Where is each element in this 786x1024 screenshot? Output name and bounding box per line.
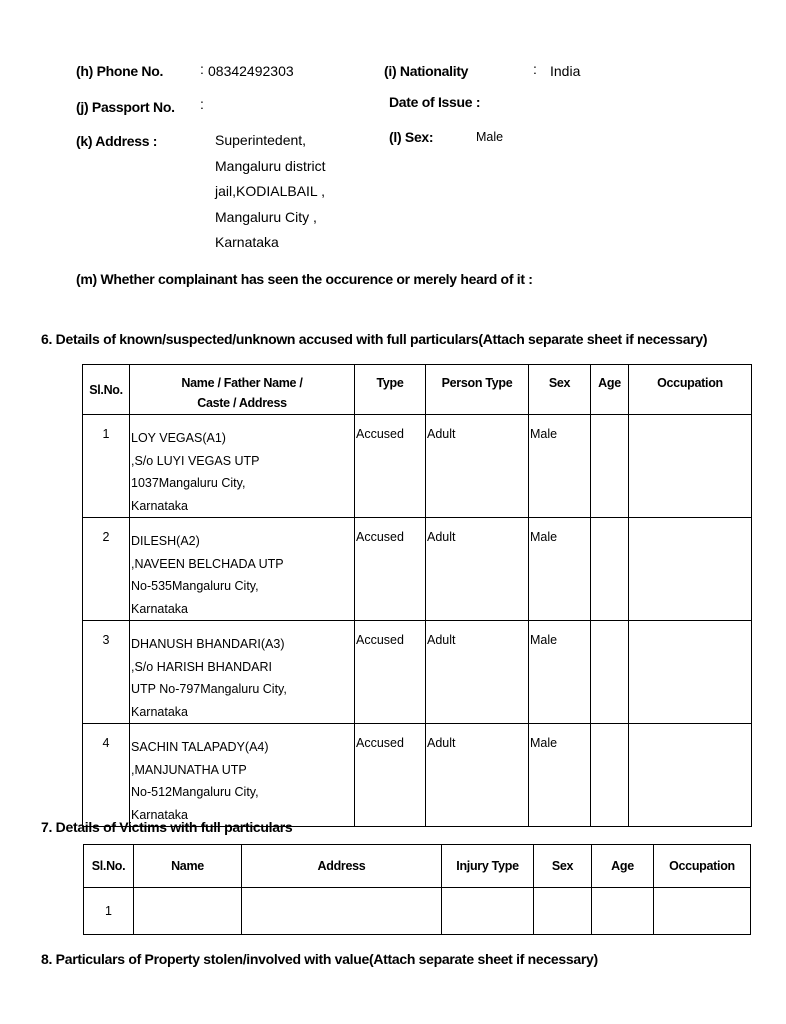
header-name-line2: Caste / Address (197, 396, 287, 410)
address-line: Mangaluru City , (215, 208, 317, 225)
cell-sex: Male (529, 415, 591, 518)
cell-sl-no: 2 (83, 518, 130, 621)
phone-separator: : (200, 61, 204, 77)
header-sl-no: Sl.No. (83, 365, 130, 415)
passport-separator: : (200, 96, 204, 112)
name-line: ,NAVEEN BELCHADA UTP (131, 556, 284, 571)
section-7-title: 7. Details of Victims with full particulars (41, 819, 293, 835)
address-line: Mangaluru district (215, 157, 326, 174)
name-line: ,S/o LUYI VEGAS UTP (131, 453, 260, 468)
name-line: Karnataka (131, 601, 188, 616)
cell-person-type: Adult (426, 518, 529, 621)
cell-type: Accused (355, 621, 426, 724)
cell-age (591, 415, 629, 518)
name-line: No-535Mangaluru City, (131, 579, 259, 593)
cell-sex: Male (529, 518, 591, 621)
address-label: (k) Address : (76, 133, 158, 149)
victims-table (83, 844, 751, 935)
witness-question: (m) Whether complainant has seen the occurence or merely heard of it : (76, 271, 533, 287)
header-injury-type: Injury Type (442, 845, 534, 888)
cell-sl-no: 4 (83, 724, 130, 827)
name-line: ,S/o HARISH BHANDARI (131, 659, 273, 674)
name-line: SACHIN TALAPADY(A4) (131, 740, 269, 754)
table-header-row (83, 365, 752, 415)
header-type: Type (355, 365, 426, 415)
name-line: Karnataka (131, 498, 188, 513)
table-row (83, 518, 752, 621)
header-occupation: Occupation (654, 845, 751, 888)
cell-age (591, 724, 629, 827)
cell-name (134, 888, 242, 935)
section-6-title: 6. Details of known/suspected/unknown accused with full particulars(Attach separate sheet if necessary) (41, 331, 708, 347)
address-block (215, 128, 326, 256)
cell-person-type: Adult (426, 415, 529, 518)
passport-label: (j) Passport No. (76, 99, 175, 115)
cell-sl-no: 3 (83, 621, 130, 724)
date-of-issue-label: Date of Issue : (389, 94, 481, 110)
cell-type: Accused (355, 724, 426, 827)
accused-table (82, 364, 752, 827)
cell-type: Accused (355, 415, 426, 518)
header-name (130, 365, 355, 415)
address-line: jail,KODIALBAIL , (215, 183, 325, 199)
cell-sl-no: 1 (84, 888, 134, 935)
name-line: Karnataka (131, 704, 188, 719)
cell-age (591, 518, 629, 621)
cell-sl-no: 1 (83, 415, 130, 518)
sex-value: Male (476, 130, 504, 144)
name-line: LOY VEGAS(A1) (131, 431, 226, 445)
cell-type: Accused (355, 518, 426, 621)
cell-name (130, 518, 355, 621)
cell-sex: Male (529, 621, 591, 724)
cell-person-type: Adult (426, 724, 529, 827)
nationality-label: (i) Nationality (384, 63, 469, 79)
cell-name (130, 621, 355, 724)
table-row (83, 621, 752, 724)
name-line: DHANUSH BHANDARI(A3) (131, 637, 285, 651)
name-line: UTP No-797Mangaluru City, (131, 682, 287, 696)
name-line: ,MANJUNATHA UTP (131, 762, 247, 777)
phone-value: 08342492303 (208, 63, 294, 79)
table-header-row (84, 845, 751, 888)
table-row (83, 724, 752, 827)
cell-occupation (629, 415, 752, 518)
table-row (83, 415, 752, 518)
section-8-title: 8. Particulars of Property stolen/involved with value(Attach separate sheet if necessary) (41, 951, 598, 967)
cell-sex: Male (529, 724, 591, 827)
cell-occupation (629, 724, 752, 827)
address-line: Karnataka (215, 234, 279, 250)
cell-age (591, 621, 629, 724)
header-address: Address (242, 845, 442, 888)
name-line: DILESH(A2) (131, 534, 200, 548)
header-age: Age (591, 365, 629, 415)
nationality-value: India (550, 63, 581, 79)
cell-injury-type (442, 888, 534, 935)
nationality-separator: : (533, 61, 537, 77)
table-row (84, 888, 751, 935)
cell-occupation (629, 621, 752, 724)
cell-address (242, 888, 442, 935)
header-occupation: Occupation (629, 365, 752, 415)
cell-occupation (654, 888, 751, 935)
cell-occupation (629, 518, 752, 621)
cell-name (130, 415, 355, 518)
cell-sex (534, 888, 592, 935)
cell-age (592, 888, 654, 935)
sex-label: (l) Sex: (389, 129, 434, 145)
address-line: Superintedent, (215, 132, 307, 148)
header-age: Age (592, 845, 654, 888)
name-line: No-512Mangaluru City, (131, 785, 259, 799)
header-person-type: Person Type (426, 365, 529, 415)
name-line: Karnataka (131, 807, 188, 822)
header-sl-no: Sl.No. (84, 845, 134, 888)
name-line: 1037Mangaluru City, (131, 476, 246, 490)
header-sex: Sex (534, 845, 592, 888)
header-sex: Sex (529, 365, 591, 415)
cell-person-type: Adult (426, 621, 529, 724)
header-name-line1: Name / Father Name / (181, 376, 303, 390)
header-name: Name (134, 845, 242, 888)
phone-label: (h) Phone No. (76, 63, 164, 79)
cell-name (130, 724, 355, 827)
